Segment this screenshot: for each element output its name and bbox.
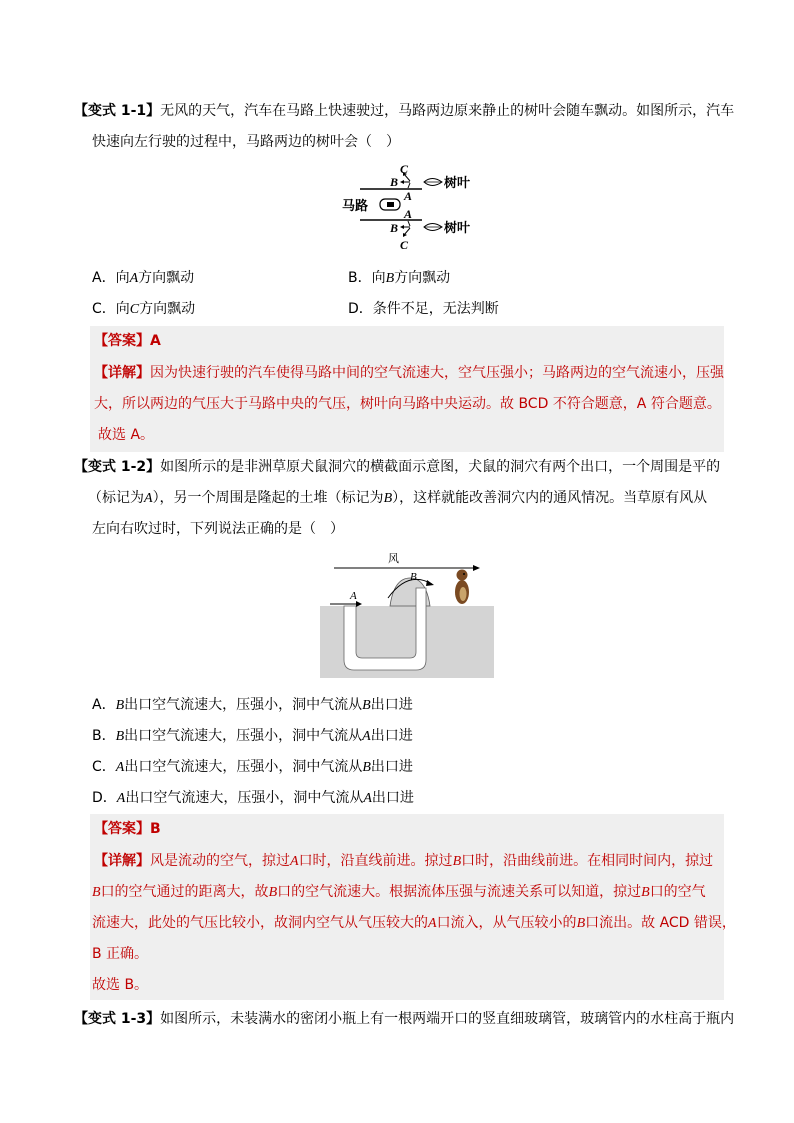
q1-fig-label-b-top: B (390, 175, 399, 189)
q2-line3: 左向右吹过时，下列说法正确的是（ ） (92, 521, 344, 537)
q2-fig-label-a: A (350, 590, 357, 602)
q2-answer-box (90, 814, 736, 1000)
q3-line1: 【变式 1-3】如图所示，未装满水的密闭小瓶上有一根两端开口的竖直细玻璃管，玻璃管内的水柱高于瓶内 (74, 1011, 735, 1027)
q1-fig-label-c-top: C (400, 162, 409, 176)
q1-fig-label-b-bottom: B (390, 221, 399, 235)
q2-line2: （标记为A），另一个周围是隆起的土堆（标记为B），这样就能改善洞穴内的通风情况。当草原有风从 (88, 490, 708, 506)
q1-fig-label-a-top: A (404, 189, 413, 203)
q2-detail-line2: B口的空气通过的距离大，故B口的空气流速大。根据流体压强与流速关系可以知道，掠过B口的空气 (92, 884, 706, 900)
q1-tag: 【变式 1-1】 (74, 103, 161, 119)
q2-option-b[interactable]: B．B出口空气流速大，压强小，洞中气流从A出口进 (92, 728, 413, 744)
q1-fig-label-a-bottom: A (404, 207, 413, 221)
q2-detail-line5: 故选 B。 (92, 977, 149, 993)
q2-burrow-figure (320, 548, 494, 678)
q1-answer-box (90, 326, 724, 452)
q1-road-figure (340, 160, 480, 252)
q1-option-c[interactable]: C．向C方向飘动 (92, 301, 196, 317)
q2-detail-line4: B 正确。 (92, 946, 149, 962)
q1-line2: 快速向左行驶的过程中，马路两边的树叶会（ ） (92, 134, 400, 150)
q2-detail-line3: 流速大，此处的气压比较小，故洞内空气从气压较大的A口流入，从气压较小的B口流出。故 ACD 错误， (92, 915, 736, 931)
q2-option-c[interactable]: C．A出口空气流速大，压强小，洞中气流从B出口进 (92, 759, 413, 775)
q1-detail-line1: 【详解】因为快速行驶的汽车使得马路中间的空气流速大，空气压强小；马路两边的空气流速小，压强 (94, 365, 724, 381)
q2-line1: 【变式 1-2】如图所示的是非洲草原犬鼠洞穴的横截面示意图，犬鼠的洞穴有两个出口，一个周围是平的 (74, 459, 721, 475)
q1-fig-label-c-bottom: C (400, 238, 409, 252)
q2-option-a[interactable]: A．B出口空气流速大，压强小，洞中气流从B出口进 (92, 697, 413, 713)
q1-detail-line3: 故选 A。 (98, 427, 155, 443)
q1-option-a[interactable]: A．向A方向飘动 (92, 270, 195, 286)
q2-detail-line1: 【详解】风是流动的空气，掠过A口时，沿直线前进。掠过B口时，沿曲线前进。在相同时间内，掠过 (94, 853, 714, 869)
q1-option-d[interactable]: D．条件不足，无法判断 (348, 301, 499, 317)
q1-option-b[interactable]: B．向B方向飘动 (348, 270, 451, 286)
q1-fig-road: 马路 (342, 198, 369, 213)
q2-option-d[interactable]: D．A出口空气流速大，压强小，洞中气流从A出口进 (92, 790, 414, 806)
q2-tag: 【变式 1-2】 (74, 459, 161, 475)
q1-detail-line2: 大，所以两边的气压大于马路中央的气压，树叶向马路中央运动。故 BCD 不符合题意，A 符合题意。 (94, 396, 721, 412)
q1-fig-leaf-top: 树叶 (444, 175, 471, 190)
q1-line1: 【变式 1-1】无风的天气，汽车在马路上快速驶过，马路两边原来静止的树叶会随车飘动。如图所示，汽车 (74, 103, 735, 119)
q2-fig-wind: 风 (388, 553, 399, 565)
q3-tag: 【变式 1-3】 (74, 1011, 161, 1027)
q2-answer: 【答案】B (94, 821, 161, 837)
q2-fig-label-b: B (410, 571, 417, 583)
q1-answer: 【答案】A (94, 333, 161, 349)
q1-fig-leaf-bottom: 树叶 (444, 220, 471, 235)
